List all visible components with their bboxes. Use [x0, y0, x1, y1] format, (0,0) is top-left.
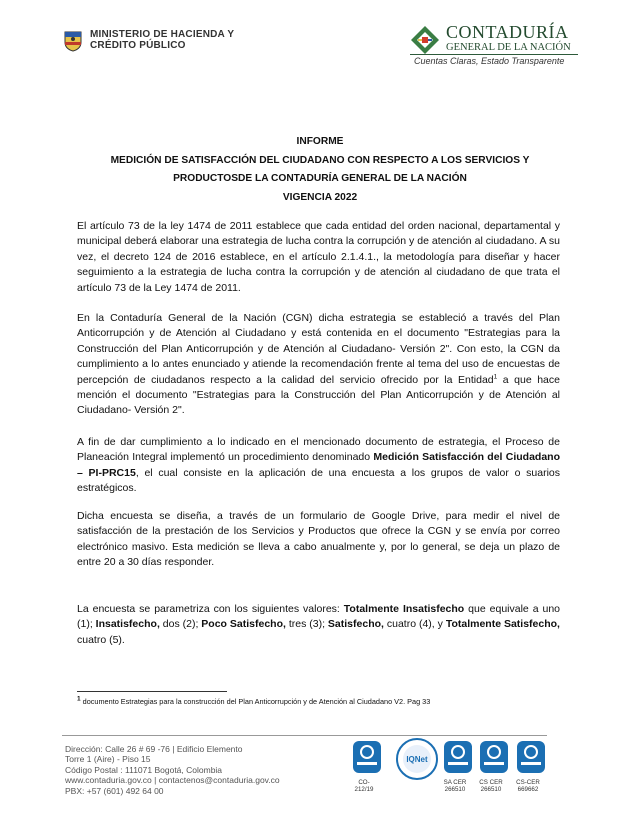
footnote-reference[interactable]: 1: [493, 373, 498, 381]
footnote-divider: [77, 691, 227, 692]
scale-value-1: Totalmente Insatisfecho: [343, 603, 465, 615]
iqnet-icon: [398, 740, 436, 778]
ministry-name-line1: MINISTERIO DE HACIENDA Y: [90, 29, 235, 40]
paragraph-2-text-b: a que hace mención el documento "Estrategias para la Construcción del Plan Anticorrupción y de Atención al Ciudadano- Versión 2".: [77, 373, 560, 417]
footer-phone: PBX: +57 (601) 492 64 00: [65, 785, 164, 796]
ministry-name-line2: CRÉDITO PÚBLICO: [90, 40, 186, 51]
cgn-logo: [410, 22, 580, 68]
paragraph-5-text-e: tres (3);: [285, 618, 328, 631]
title-line-2: MEDICIÓN DE SATISFACCIÓN DEL CIUDADANO CON RESPECTO A LOS SERVICIOS Y: [110, 154, 530, 166]
footnote-text: documento Estrategias para la construcción del Plan Anticorrupción y de Atención al Ciudadano V2. Pag 33: [80, 697, 431, 706]
footer-address: Dirección: Calle 26 # 69 -76 | Edificio Elemento: [65, 744, 243, 754]
scale-value-3: Poco Satisfecho,: [201, 618, 286, 631]
icontec-icon: [479, 740, 509, 774]
paragraph-3-text-a: A fin de dar cumplimiento a lo indicado en el mencionado documento de estrategia, el Proceso de Planeación Integral implementó un procedimiento denominado: [77, 436, 560, 464]
title-line-4: VIGENCIA 2022: [282, 191, 358, 203]
report-title: [80, 133, 560, 207]
cert-label-1: CO- 212/19: [354, 779, 374, 793]
title-line-3: PRODUCTOSDE LA CONTADURÍA GENERAL DE LA NACIÓN: [173, 173, 467, 184]
cert-label-2: SA CER 266510: [443, 779, 467, 793]
certification-badge: [349, 740, 385, 793]
footnote-mark: 1: [77, 695, 81, 703]
cgn-subtitle: GENERAL DE LA NACIÓN: [446, 42, 571, 53]
icontec-icon: [443, 740, 473, 774]
iqnet-badge: [396, 738, 438, 780]
title-line-1: INFORME: [296, 136, 344, 147]
paragraph-2: [77, 311, 560, 419]
cgn-name: CONTADURÍA: [446, 22, 569, 42]
ministry-logo: [62, 28, 234, 52]
footer-postal: Código Postal : 111071 Bogotá, Colombia: [65, 764, 223, 775]
paragraph-1: El artículo 73 de la ley 1474 de 2011 establece que cada entidad del orden nacional, departamental y municipal deberá elaborar una estrategia de lucha contra la corrupción y de atención al ciudadano. A su vez, el decreto 124 de 2016 establece, en el artículo 2.1.4.1., la metodología para diseñar y hacer seguimiento a la estrategia de lucha contra la corrupción y de atención al ciudadano de que trata el artículo 73 de la Ley 1474 de 2011.: [77, 220, 560, 294]
paragraph-5: [77, 602, 560, 648]
paragraph-3-text-b: , el cual consiste en la aplicación de una encuesta a los grupos de valor o suarios estratégicos.: [77, 466, 560, 495]
footer-contact: [65, 744, 280, 796]
paragraph-4: Dicha encuesta se diseña, a través de un formulario de Google Drive, para medir el nivel de satisfacción de la prestación de los Servicios y Productos que ofrece la CGN y se envía por correo electrónico masivo. Esta medición se lleva a cabo anualmente y, por lo general, se deja un plazo de entre 20 a 30 días responder.: [77, 510, 560, 569]
paragraph-3: [77, 435, 560, 497]
icontec-icon: [352, 740, 382, 774]
scale-value-5: Totalmente Satisfecho,: [445, 618, 560, 631]
cgn-emblem-icon: [410, 25, 440, 55]
paragraph-5-text-g: cuatro (5).: [77, 633, 125, 646]
procedure-name: Medición Satisfacción del Ciudadano – PI-PRC15: [77, 451, 560, 479]
icontec-icon: [516, 740, 546, 774]
scale-value-4: Satisfecho,: [327, 618, 384, 631]
cgn-divider: [410, 54, 578, 55]
paragraph-5-text-c: que equivale a uno (1);: [77, 603, 560, 631]
cert-label-4: CS-CER 669662: [516, 779, 540, 793]
paragraph-5-text-d: dos (2);: [159, 618, 202, 631]
footer-floor: Torre 1 (Aire) - Piso 15: [65, 754, 151, 765]
footer-divider: [62, 735, 547, 736]
scale-value-2: Insatisfecho,: [95, 618, 160, 631]
paragraph-5-text-f: cuatro (4), y: [383, 618, 446, 631]
certification-badge: [513, 740, 549, 793]
cgn-slogan: Cuentas Claras, Estado Transparente: [414, 56, 565, 66]
paragraph-2-text-a: En la Contaduría General de la Nación (CGN) dicha estrategia se estableció a través del Plan Anticorrupción y de Atención al Ciudadano y está contenida en el documento "Estrategias para la Construcción del Plan Anticorrupción y de Atención al Ciudadano- Versión 2". Con esto, la CGN da cumplimiento a lo antes enunciado y atiende la recomendación frente al tema del uso de encuestas de percepción de ciudadanos respecto a la calidad del servicio ofrecido por la Entidad: [77, 312, 560, 386]
footer-web[interactable]: www.contaduria.gov.co | contactenos@contaduria.gov.co: [65, 775, 280, 786]
paragraph-5-text-a: La encuesta se parametriza con los siguientes valores:: [77, 603, 344, 615]
coat-of-arms-icon: [62, 28, 84, 52]
footnote: [77, 697, 430, 707]
cert-label-3: CS CER 266510: [479, 779, 503, 793]
iqnet-label: IQNet: [406, 755, 428, 764]
